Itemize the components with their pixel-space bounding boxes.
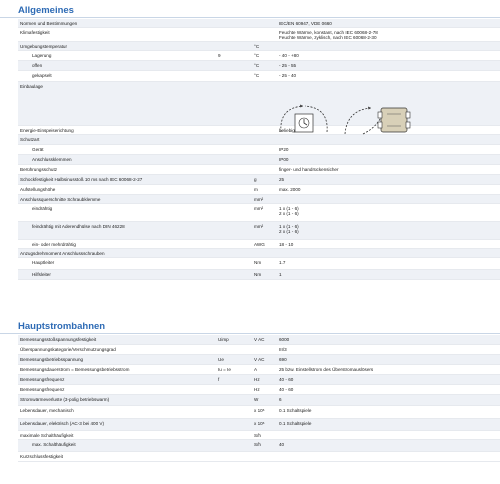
spec-label: Überspannungskategorie/Verschmutzungsgrad xyxy=(20,347,116,352)
spec-row-ein-oder-mehrdrahtig xyxy=(18,240,500,249)
spec-label: Bemessungsstoßspannungsfestigkeit xyxy=(20,337,97,342)
spec-label: Aufstellungshöhe xyxy=(20,187,56,192)
spec-row-energie-einspeiserichtung xyxy=(18,126,500,135)
spec-label: Umgebungstemperatur xyxy=(20,44,67,49)
spec-label: Schockfestigkeit Halbsinusstoß 10 ms nach IEC 60068-2-27 xyxy=(20,177,143,182)
spec-row-klimafestigkeit xyxy=(18,28,500,42)
spec-value: 40 xyxy=(279,442,285,447)
spec-unit: °C xyxy=(254,44,260,49)
spec-label: Schutzart xyxy=(20,137,40,142)
spec-value: 1 x (1 - 6) 2 x (1 - 6) xyxy=(279,224,299,235)
spec-row-lagerung xyxy=(18,51,500,61)
spec-label: offen xyxy=(32,63,43,68)
spec-unit: Hz xyxy=(254,377,260,382)
spec-unit: V AC xyxy=(254,337,265,342)
spec-label: Klimafestigkeit xyxy=(20,30,50,35)
spec-value: 1 x (1 - 6) 2 x (1 - 6) xyxy=(279,206,299,217)
spec-symbol: Iu = Ie xyxy=(218,367,231,372)
spec-label: Stromwärmeverluste (3-polig betriebswarm) xyxy=(20,397,110,402)
spec-row-gekapselt xyxy=(18,71,500,82)
spec-label: Hilfsleiter xyxy=(32,272,51,277)
spec-unit: mm² xyxy=(254,206,264,211)
spec-label: Lebensdauer, elektrisch (AC-3 bei 400 V) xyxy=(20,421,105,426)
spec-value: IEC/EN 60947, VDE 0660 xyxy=(279,21,332,26)
spec-unit: °C xyxy=(254,63,260,68)
spec-label: Normen und Bestimmungen xyxy=(20,21,78,26)
spec-row-anzugsdrehmoment-anschlussschrauben xyxy=(18,249,500,258)
spec-label: Bemessungsbetriebsspannung xyxy=(20,357,84,362)
spec-label: feindrähtig mit Aderendhülse nach DIN 46228 xyxy=(32,224,125,229)
spec-label: Anschlussquerschnitte Schraubklemme xyxy=(20,197,101,202)
spec-value: 0.1 Schaltspiele xyxy=(279,408,312,413)
spec-label: Gerät xyxy=(32,147,44,152)
spec-row-hauptleiter xyxy=(18,258,500,270)
spec-value: 690 xyxy=(279,357,287,362)
spec-unit: A xyxy=(254,367,258,372)
spec-symbol: Ue xyxy=(218,357,224,362)
spec-row-aufstellungshohe xyxy=(18,185,500,195)
spec-value: - 40 - +80 xyxy=(279,53,299,58)
spec-row-gerat xyxy=(18,145,500,155)
section-title: Allgemeines xyxy=(18,5,74,16)
spec-unit: Nm xyxy=(254,260,262,265)
spec-row-kurzschlussfestigkeit xyxy=(18,452,500,462)
spec-value: 1 xyxy=(279,272,282,277)
spec-symbol: f xyxy=(218,377,220,382)
spec-label: Kurzschlussfestigkeit xyxy=(20,454,63,459)
spec-row-eindrahtig xyxy=(18,204,500,222)
spec-row-umgebungstemperatur xyxy=(18,42,500,51)
spec-unit: °C xyxy=(254,53,260,58)
spec-row-schockfestigkeit-halbsinussto-10-ms-nach xyxy=(18,175,500,185)
section-heading-hauptstrombahnen xyxy=(0,321,500,334)
section-heading-allgemeines xyxy=(0,5,500,18)
spec-value: max. 2000 xyxy=(279,187,301,192)
spec-label: Anzugsdrehmoment Anschlussschrauben xyxy=(20,251,105,256)
spec-unit: mm² xyxy=(254,224,264,229)
spec-unit: x 10⁶ xyxy=(254,421,265,426)
spec-value: beliebig xyxy=(279,128,295,133)
spec-value: 6000 xyxy=(279,337,290,342)
spec-unit: W xyxy=(254,397,259,402)
spec-label: max. Schalthäufigkeit xyxy=(32,442,76,447)
spec-unit: S/h xyxy=(254,442,261,447)
spec-row-beruhrungsschutz xyxy=(18,165,500,175)
spec-value: 6 xyxy=(279,397,282,402)
spec-value: 40 - 60 xyxy=(279,377,294,382)
spec-value: IP20 xyxy=(279,147,289,152)
spec-value: III/3 xyxy=(279,347,287,352)
spec-row-feindrahtig-mit-aderendhulse-nach-din-46 xyxy=(18,222,500,240)
spec-row-stromwarmeverluste-3-polig-betriebswarm xyxy=(18,395,500,406)
spec-label: Lagerung xyxy=(32,53,52,58)
spec-unit: S/h xyxy=(254,433,261,438)
spec-value: 0.1 Schaltspiele xyxy=(279,421,312,426)
spec-label: Anschlussklemmen xyxy=(32,157,72,162)
spec-row-bemessungssto-spannungsfestigkeit xyxy=(18,335,500,345)
spec-row-uberspannungskategorie-verschmutzungsgra xyxy=(18,345,500,355)
spec-value: 25 bzw. Einstellstrom des Überstromauslösers xyxy=(279,367,374,372)
spec-label: Bemessungsdauerstrom = Bemessungsbetriebsstrom xyxy=(20,367,130,372)
spec-label: eindrähtig xyxy=(32,206,53,211)
spec-row-hilfsleiter xyxy=(18,270,500,280)
spec-unit: Nm xyxy=(254,272,262,277)
spec-row-bemessungsfrequenz xyxy=(18,385,500,395)
spec-label: Berührungsschutz xyxy=(20,167,58,172)
spec-symbol: 9 xyxy=(218,53,221,58)
spec-value: 40 - 60 xyxy=(279,387,294,392)
spec-value: finger- und handrückensicher xyxy=(279,167,339,172)
spec-unit: Hz xyxy=(254,387,260,392)
spec-value: - 25 - 55 xyxy=(279,63,297,68)
spec-label: Energie-Einspeiserichtung xyxy=(20,128,74,133)
spec-row-bemessungsbetriebsspannung xyxy=(18,355,500,365)
spec-label: Einbaulage xyxy=(20,84,43,89)
spec-label: maximale Schalthäufigkeit xyxy=(20,433,74,438)
spec-label: Lebensdauer, mechanisch xyxy=(20,408,74,413)
spec-unit: °C xyxy=(254,73,260,78)
spec-label: Hauptleiter xyxy=(32,260,55,265)
spec-unit: x 10⁶ xyxy=(254,408,265,413)
spec-row-bemessungsfrequenz xyxy=(18,375,500,385)
spec-row-normen-und-bestimmungen xyxy=(18,19,500,28)
spec-row-max-schalthaufigkeit xyxy=(18,440,500,452)
spec-label: Bemessungsfrequenz xyxy=(20,387,65,392)
spec-label: Bemessungsfrequenz xyxy=(20,377,65,382)
spec-unit: m xyxy=(254,187,258,192)
spec-unit: g xyxy=(254,177,257,182)
spec-label: gekapselt xyxy=(32,73,52,78)
spec-label: ein- oder mehrdrähtig xyxy=(32,242,76,247)
spec-value: - 25 - 40 xyxy=(279,73,297,78)
spec-symbol: Uimp xyxy=(218,337,229,342)
spec-value: 25 xyxy=(279,177,285,182)
spec-unit: V AC xyxy=(254,357,265,362)
spec-row-schutzart xyxy=(18,135,500,145)
spec-row-bemessungsdauerstrom-bemessungsbetriebss xyxy=(18,365,500,375)
spec-row-offen xyxy=(18,61,500,71)
spec-row-lebensdauer-mechanisch xyxy=(18,406,500,419)
section-title: Hauptstrombahnen xyxy=(18,321,106,332)
spec-row-maximale-schalthaufigkeit xyxy=(18,431,500,440)
spec-unit: AWG xyxy=(254,242,265,247)
spec-row-anschlussklemmen xyxy=(18,155,500,165)
spec-row-anschlussquerschnitte-schraubklemme xyxy=(18,195,500,204)
spec-value: Feuchte Wärme, konstant, nach IEC 60068-2-78 Feuchte Wärme, zyklisch, nach IEC 60068-2-30 xyxy=(279,30,378,41)
mounting-position-diagram xyxy=(275,100,415,142)
spec-value: 1.7 xyxy=(279,260,286,265)
spec-unit: mm² xyxy=(254,197,264,202)
spec-row-lebensdauer-elektrisch-ac-3-bei-400-v xyxy=(18,419,500,431)
spec-value: IP00 xyxy=(279,157,289,162)
spec-value: 18 - 10 xyxy=(279,242,294,247)
spec-row-einbaulage xyxy=(18,82,500,126)
